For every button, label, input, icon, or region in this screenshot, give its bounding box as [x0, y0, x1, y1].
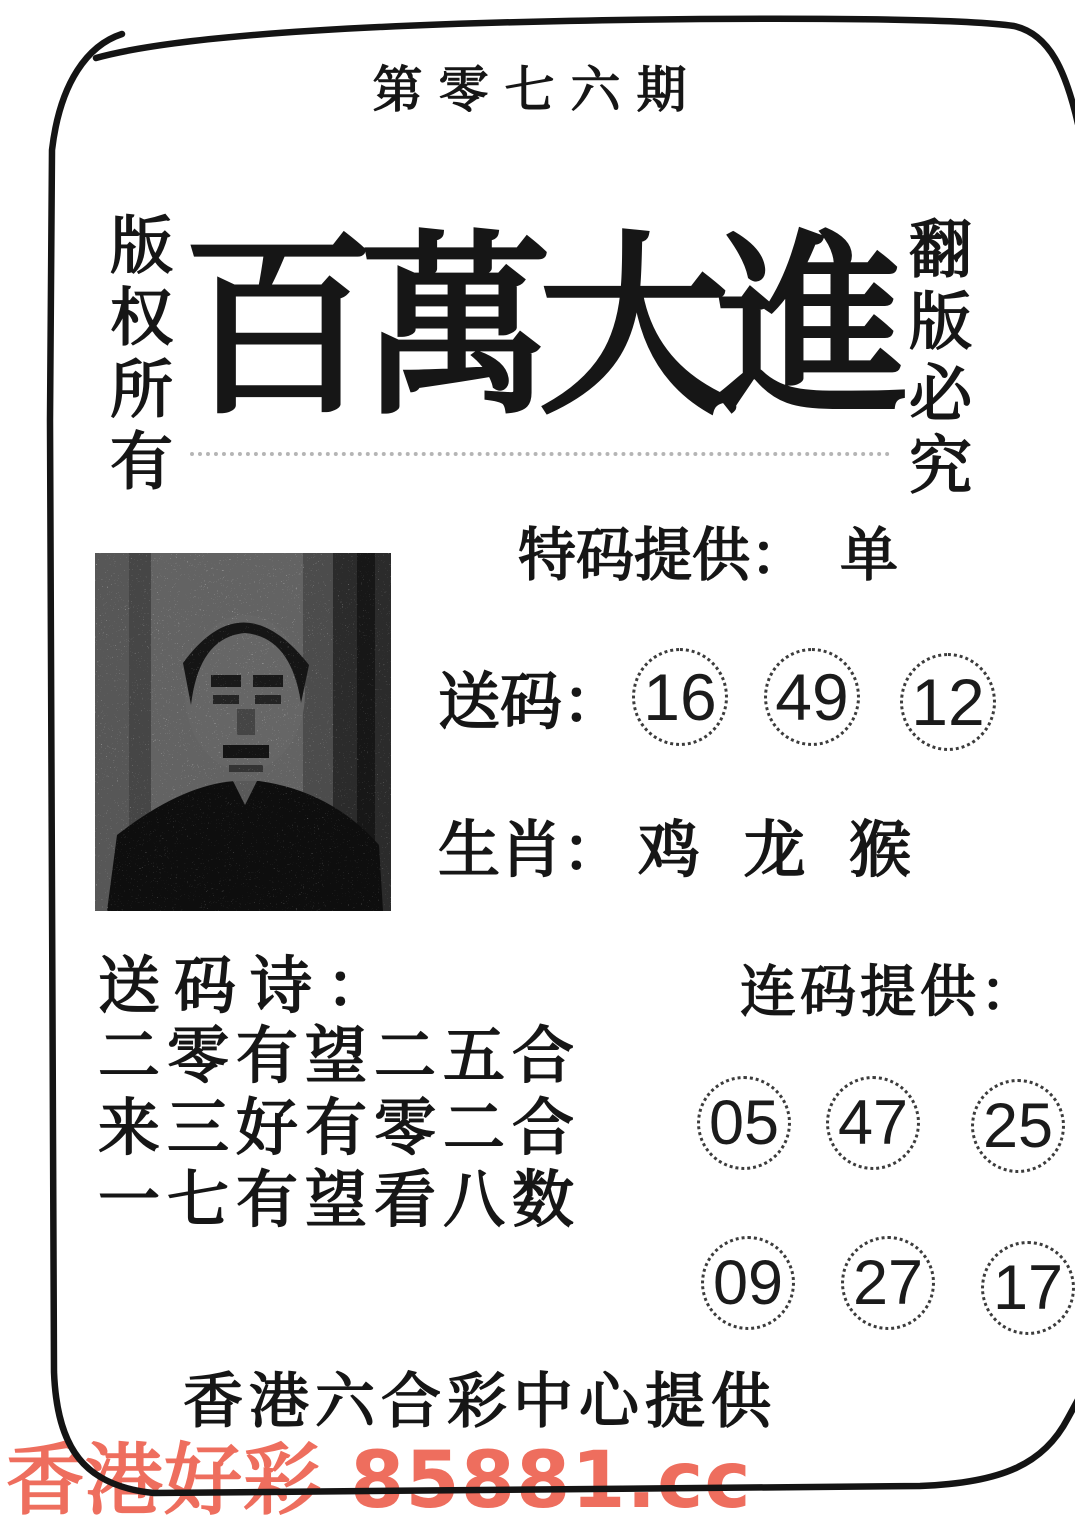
copyright-left-vertical-text: 版权所有 — [101, 212, 171, 500]
gift-number-circle: 49 — [764, 648, 860, 746]
watermark: 香港好彩 85881.cc — [6, 1436, 752, 1520]
poem-line: 来三好有零二合 — [98, 1095, 582, 1163]
gift-code-label: 送码： — [438, 669, 625, 737]
consecutive-number-circle: 27 — [841, 1236, 935, 1330]
zodiac-label: 生肖： — [438, 817, 625, 885]
consecutive-number-circle: 25 — [971, 1079, 1065, 1173]
zodiac-value: 鸡 龙 猴 — [638, 817, 912, 885]
portrait-photo — [95, 553, 391, 911]
provider-footer: 香港六合彩中心提供 — [183, 1369, 777, 1435]
consecutive-number-circle: 17 — [981, 1241, 1075, 1335]
special-code-line — [518, 508, 898, 592]
consecutive-number-circle: 47 — [826, 1076, 920, 1170]
special-code-value: 单 — [840, 523, 899, 588]
page-title: 百萬大進 — [182, 212, 894, 443]
gift-number-circle: 16 — [632, 648, 728, 746]
gift-number-circle: 12 — [900, 653, 996, 751]
consecutive-number-circle: 05 — [697, 1076, 791, 1170]
poem-label: 送码诗： — [98, 953, 403, 1021]
poem-line: 二零有望二五合 — [98, 1023, 582, 1091]
copyright-right-vertical-text: 翻版必究 — [900, 216, 970, 504]
special-code-label: 特码提供： — [518, 523, 809, 588]
issue-number: 第零七六期 — [372, 62, 703, 118]
zodiac-line — [438, 800, 911, 889]
consecutive-number-circle: 09 — [701, 1236, 795, 1330]
consecutive-code-label: 连码提供： — [740, 962, 1040, 1024]
title-dotted-underline — [190, 452, 890, 456]
poem-line: 一七有望看八数 — [98, 1167, 582, 1235]
